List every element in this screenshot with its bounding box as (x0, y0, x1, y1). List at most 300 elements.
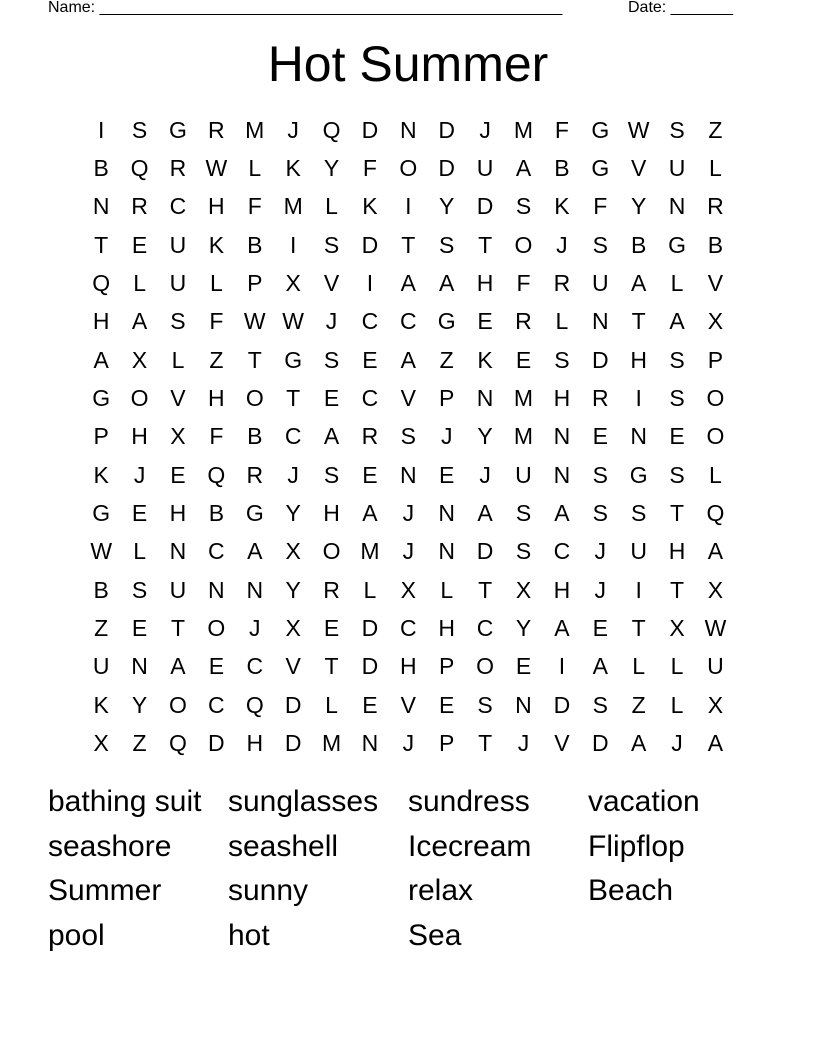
grid-cell[interactable]: L (709, 155, 722, 182)
grid-cell[interactable]: C (284, 423, 302, 450)
grid-cell[interactable]: L (555, 308, 569, 335)
grid-cell[interactable]: Q (322, 116, 341, 143)
grid-cell[interactable]: U (169, 231, 187, 258)
grid-cell[interactable]: A (323, 423, 340, 450)
grid-cell[interactable]: A (515, 155, 532, 182)
grid-cell[interactable]: D (361, 116, 379, 143)
grid-cell[interactable]: E (362, 346, 378, 373)
grid-cell[interactable]: R (591, 385, 609, 412)
grid-cell[interactable]: O (130, 385, 149, 412)
grid-cell[interactable]: N (668, 193, 686, 220)
grid-cell[interactable]: J (440, 423, 453, 450)
grid-cell[interactable]: B (93, 576, 109, 603)
grid-cell[interactable]: Z (132, 730, 147, 757)
grid-cell[interactable]: E (477, 308, 493, 335)
grid-cell[interactable]: R (553, 270, 571, 297)
grid-cell[interactable]: S (592, 461, 608, 488)
grid-cell[interactable]: B (630, 231, 647, 258)
grid-cell[interactable]: Q (92, 270, 111, 297)
grid-cell[interactable]: S (554, 346, 570, 373)
grid-cell[interactable]: W (205, 155, 228, 182)
grid-cell[interactable]: R (131, 193, 148, 220)
grid-cell[interactable]: E (515, 653, 532, 680)
grid-cell[interactable]: A (247, 538, 263, 565)
grid-cell[interactable]: A (554, 615, 570, 642)
word-list-item: vacation (588, 785, 700, 818)
letter-grid (82, 111, 735, 763)
grid-cell[interactable]: L (670, 270, 684, 297)
grid-cell[interactable]: L (325, 193, 338, 220)
grid-cell[interactable]: J (594, 576, 607, 603)
grid-cell[interactable]: K (554, 193, 570, 220)
grid-cell[interactable]: D (284, 730, 302, 757)
grid-cell[interactable]: H (630, 346, 647, 373)
grid-cell[interactable]: K (93, 691, 109, 718)
grid-cell[interactable]: Y (630, 193, 647, 220)
grid-cell[interactable]: G (591, 155, 610, 182)
grid-cell[interactable]: N (553, 461, 571, 488)
grid-cell[interactable]: X (285, 270, 301, 297)
grid-cell[interactable]: S (515, 500, 532, 527)
grid-cell[interactable]: O (322, 538, 341, 565)
grid-cell[interactable]: X (515, 576, 532, 603)
grid-cell[interactable]: O (245, 385, 264, 412)
grid-cell[interactable]: R (246, 461, 264, 488)
grid-cell[interactable]: A (400, 270, 416, 297)
grid-cell[interactable]: X (707, 691, 724, 718)
grid-cell[interactable]: B (208, 500, 225, 527)
grid-cell[interactable]: J (479, 461, 491, 488)
grid-cell[interactable]: Y (477, 423, 493, 450)
word-list-item: relax (408, 874, 474, 908)
grid-cell[interactable]: E (592, 615, 608, 642)
grid-cell[interactable]: A (707, 538, 724, 565)
grid-cell[interactable]: G (629, 461, 648, 488)
grid-cell[interactable]: L (632, 653, 646, 680)
grid-cell[interactable]: I (558, 653, 566, 680)
grid-cell[interactable]: F (362, 155, 377, 182)
grid-cell[interactable]: N (169, 538, 187, 565)
grid-cell[interactable]: O (706, 385, 725, 412)
grid-cell[interactable]: X (285, 538, 301, 565)
grid-cell[interactable]: E (439, 461, 455, 488)
grid-cell[interactable]: E (592, 423, 608, 450)
grid-cell[interactable]: S (669, 346, 685, 373)
word-list-item: sunny (228, 874, 309, 908)
grid-cell[interactable]: Y (285, 576, 301, 603)
grid-cell[interactable]: A (707, 730, 724, 757)
grid-cell[interactable]: Q (207, 461, 226, 488)
grid-cell[interactable]: G (245, 500, 264, 527)
grid-cell[interactable]: S (439, 231, 455, 258)
grid-cell[interactable]: T (631, 615, 646, 642)
grid-cell[interactable]: V (707, 270, 724, 297)
grid-cell[interactable]: T (478, 231, 493, 258)
grid-cell[interactable]: N (591, 308, 609, 335)
grid-cell[interactable]: I (366, 270, 374, 297)
grid-cell[interactable]: D (476, 193, 494, 220)
grid-cell[interactable]: K (477, 346, 493, 373)
grid-cell[interactable]: S (131, 576, 148, 603)
grid-cell[interactable]: R (361, 423, 379, 450)
grid-cell[interactable]: R (707, 193, 724, 220)
grid-cell[interactable]: S (669, 461, 685, 488)
grid-cell[interactable]: J (556, 231, 568, 258)
grid-cell[interactable]: N (400, 461, 417, 488)
grid-cell[interactable]: C (361, 308, 379, 335)
grid-cell[interactable]: R (208, 116, 225, 143)
word-list-item: Flipflop (588, 829, 685, 863)
grid-cell[interactable]: S (170, 308, 186, 335)
grid-cell[interactable]: I (635, 385, 642, 412)
word-list-item: seashell (228, 829, 339, 863)
grid-cell[interactable]: H (553, 576, 571, 603)
grid-cell[interactable]: U (92, 653, 110, 680)
grid-cell[interactable]: S (592, 500, 608, 527)
grid-cell[interactable]: T (94, 231, 109, 258)
grid-cell[interactable]: T (247, 346, 262, 373)
grid-cell[interactable]: E (362, 461, 378, 488)
grid-cell[interactable]: U (668, 155, 686, 182)
grid-cell[interactable]: Y (439, 193, 455, 220)
grid-cell[interactable]: T (670, 500, 685, 527)
grid-cell[interactable]: J (479, 116, 491, 143)
grid-cell[interactable]: Q (169, 730, 187, 757)
grid-cell[interactable]: D (591, 346, 609, 373)
grid-cell[interactable]: S (323, 231, 340, 258)
grid-cell[interactable]: Z (439, 346, 454, 373)
grid-cell[interactable]: K (285, 155, 301, 182)
grid-cell[interactable]: O (169, 691, 187, 718)
grid-cell[interactable]: S (131, 116, 148, 143)
grid-cell[interactable]: C (169, 193, 187, 220)
grid-cell[interactable]: L (363, 576, 377, 603)
grid-cell[interactable]: D (553, 691, 571, 718)
grid-cell[interactable]: V (630, 155, 647, 182)
grid-cell[interactable]: E (131, 231, 148, 258)
grid-cell[interactable]: T (478, 730, 493, 757)
grid-cell[interactable]: C (476, 615, 494, 642)
grid-cell[interactable]: W (243, 308, 266, 335)
grid-cell[interactable]: P (439, 385, 455, 412)
grid-cell[interactable]: M (321, 730, 342, 757)
grid-cell[interactable]: K (208, 231, 225, 258)
grid-cell[interactable]: L (248, 155, 262, 182)
grid-cell[interactable]: A (439, 270, 455, 297)
grid-cell[interactable]: D (284, 691, 302, 718)
grid-cell[interactable]: B (93, 155, 109, 182)
grid-cell[interactable]: H (169, 500, 187, 527)
grid-cell[interactable]: U (169, 576, 187, 603)
grid-cell[interactable]: V (554, 730, 570, 757)
grid-cell[interactable]: A (630, 730, 647, 757)
grid-cell[interactable]: V (400, 385, 416, 412)
grid-cell[interactable]: N (438, 500, 456, 527)
grid-cell[interactable]: D (361, 615, 379, 642)
grid-cell[interactable]: G (284, 346, 303, 373)
grid-cell[interactable]: B (247, 231, 263, 258)
grid-cell[interactable]: T (478, 576, 493, 603)
grid-cell[interactable]: P (707, 346, 724, 373)
grid-cell[interactable]: Y (131, 691, 148, 718)
grid-cell[interactable]: X (170, 423, 186, 450)
grid-cell[interactable]: M (513, 385, 534, 412)
grid-cell[interactable]: D (438, 155, 456, 182)
grid-cell[interactable]: H (246, 730, 264, 757)
grid-cell[interactable]: Y (285, 500, 301, 527)
grid-cell[interactable]: R (515, 308, 532, 335)
grid-cell[interactable]: H (438, 615, 456, 642)
grid-cell[interactable]: W (704, 615, 727, 642)
grid-cell[interactable]: O (207, 615, 226, 642)
grid-cell[interactable]: D (208, 730, 225, 757)
grid-cell[interactable]: N (92, 193, 110, 220)
grid-cell[interactable]: A (592, 653, 608, 680)
grid-cell[interactable]: X (669, 615, 685, 642)
grid-cell[interactable]: D (361, 231, 379, 258)
grid-cell[interactable]: N (515, 691, 532, 718)
grid-cell[interactable]: O (399, 155, 418, 182)
grid-cell[interactable]: C (246, 653, 264, 680)
grid-cell[interactable]: G (668, 231, 686, 258)
grid-cell[interactable]: S (323, 346, 340, 373)
grid-cell[interactable]: X (707, 308, 724, 335)
grid-cell[interactable]: R (169, 155, 187, 182)
grid-cell[interactable]: G (591, 116, 610, 143)
grid-cell[interactable]: P (247, 270, 263, 297)
grid-cell[interactable]: H (208, 385, 225, 412)
word-list-item: hot (228, 919, 270, 953)
grid-cell[interactable]: D (591, 730, 609, 757)
grid-cell[interactable]: U (630, 538, 647, 565)
grid-cell[interactable]: F (554, 116, 569, 143)
grid-cell[interactable]: N (131, 653, 148, 680)
grid-cell[interactable]: E (362, 691, 378, 718)
grid-cell[interactable]: F (593, 193, 608, 220)
grid-cell[interactable]: Z (708, 116, 723, 143)
grid-cell[interactable]: N (361, 730, 379, 757)
grid-cell[interactable]: B (707, 231, 724, 258)
grid-cell[interactable]: L (209, 270, 223, 297)
grid-cell[interactable]: G (92, 500, 111, 527)
grid-cell[interactable]: J (517, 730, 530, 757)
grid-cell[interactable]: U (169, 270, 187, 297)
grid-cell[interactable]: K (362, 193, 378, 220)
grid-cell[interactable]: S (400, 423, 416, 450)
grid-cell[interactable]: B (554, 155, 570, 182)
grid-cell[interactable]: G (437, 308, 456, 335)
grid-cell[interactable]: H (131, 423, 148, 450)
grid-cell[interactable]: E (669, 423, 685, 450)
grid-cell[interactable]: M (513, 116, 534, 143)
grid-cell[interactable]: A (131, 308, 148, 335)
grid-cell[interactable]: M (360, 538, 380, 565)
grid-cell[interactable]: H (92, 308, 110, 335)
grid-cell[interactable]: V (285, 653, 301, 680)
grid-cell[interactable]: I (98, 116, 105, 143)
grid-cell[interactable]: S (630, 500, 647, 527)
grid-cell[interactable]: L (709, 461, 722, 488)
grid-cell[interactable]: F (516, 270, 531, 297)
grid-cell[interactable]: O (514, 231, 533, 258)
grid-cell[interactable]: A (669, 308, 685, 335)
grid-cell[interactable]: U (707, 653, 724, 680)
grid-cell[interactable]: N (630, 423, 647, 450)
grid-cell[interactable]: T (286, 385, 301, 412)
grid-cell[interactable]: A (93, 346, 109, 373)
grid-cell[interactable]: E (323, 615, 340, 642)
grid-cell[interactable]: J (249, 615, 261, 642)
grid-cell[interactable]: A (554, 500, 570, 527)
grid-cell[interactable]: T (324, 653, 339, 680)
grid-cell[interactable]: E (170, 461, 186, 488)
grid-cell[interactable]: V (170, 385, 186, 412)
grid-cell[interactable]: B (247, 423, 263, 450)
grid-cell[interactable]: C (208, 538, 225, 565)
grid-cell[interactable]: C (400, 308, 417, 335)
grid-cell[interactable]: E (323, 385, 340, 412)
grid-cell[interactable]: U (476, 155, 494, 182)
grid-cell[interactable]: X (93, 730, 109, 757)
grid-cell[interactable]: J (133, 461, 146, 488)
grid-cell[interactable]: Z (209, 346, 224, 373)
grid-cell[interactable]: C (361, 385, 379, 412)
grid-cell[interactable]: I (405, 193, 412, 220)
grid-cell[interactable]: A (400, 346, 416, 373)
grid-cell[interactable]: F (209, 423, 224, 450)
grid-cell[interactable]: J (402, 538, 415, 565)
grid-cell[interactable]: T (401, 231, 416, 258)
grid-cell[interactable]: U (591, 270, 609, 297)
date-field-label: Date: _______ (628, 0, 733, 16)
grid-cell[interactable]: O (706, 423, 725, 450)
grid-cell[interactable]: A (477, 500, 493, 527)
grid-cell[interactable]: S (592, 691, 608, 718)
grid-cell[interactable]: V (400, 691, 416, 718)
grid-cell[interactable]: Y (323, 155, 340, 182)
grid-cell[interactable]: D (476, 538, 494, 565)
word-list (48, 780, 768, 959)
grid-cell[interactable]: S (477, 691, 493, 718)
grid-cell[interactable]: Q (245, 691, 264, 718)
grid-cell[interactable]: Y (515, 615, 532, 642)
grid-cell[interactable]: J (287, 116, 299, 143)
grid-cell[interactable]: C (553, 538, 571, 565)
grid-cell[interactable]: P (93, 423, 109, 450)
grid-cell[interactable]: W (282, 308, 304, 335)
grid-cell[interactable]: L (670, 653, 684, 680)
grid-cell[interactable]: T (631, 308, 646, 335)
grid-cell[interactable]: S (669, 116, 685, 143)
grid-cell[interactable]: U (515, 461, 532, 488)
grid-cell[interactable]: L (440, 576, 454, 603)
grid-cell[interactable]: S (592, 231, 608, 258)
grid-cell[interactable]: A (630, 270, 647, 297)
grid-cell[interactable]: J (287, 461, 299, 488)
grid-cell[interactable]: H (208, 193, 225, 220)
grid-cell[interactable]: G (169, 116, 187, 143)
grid-cell[interactable]: F (247, 193, 262, 220)
grid-cell[interactable]: L (133, 538, 146, 565)
grid-cell[interactable]: H (400, 653, 417, 680)
grid-cell[interactable]: Q (706, 500, 725, 527)
grid-cell[interactable]: M (245, 116, 265, 143)
grid-cell[interactable]: S (669, 385, 685, 412)
grid-cell[interactable]: H (476, 270, 494, 297)
grid-cell[interactable]: M (283, 193, 303, 220)
grid-cell[interactable]: D (361, 653, 379, 680)
grid-cell[interactable]: L (133, 270, 146, 297)
grid-cell[interactable]: D (438, 116, 456, 143)
grid-cell[interactable]: H (668, 538, 686, 565)
grid-cell[interactable]: R (323, 576, 340, 603)
grid-cell[interactable]: L (171, 346, 185, 373)
word-list-item: Summer (48, 874, 162, 908)
grid-cell[interactable]: G (92, 385, 111, 412)
grid-cell[interactable]: N (400, 116, 417, 143)
grid-cell[interactable]: H (323, 500, 340, 527)
grid-cell[interactable]: T (670, 576, 685, 603)
grid-cell[interactable]: S (323, 461, 340, 488)
grid-cell[interactable]: X (400, 576, 416, 603)
grid-cell[interactable]: J (402, 730, 415, 757)
grid-cell[interactable]: S (515, 538, 532, 565)
grid-cell[interactable]: H (553, 385, 571, 412)
grid-cell[interactable]: T (170, 615, 185, 642)
grid-cell[interactable]: X (707, 576, 724, 603)
grid-cell[interactable]: L (325, 691, 338, 718)
grid-cell[interactable]: L (670, 691, 684, 718)
grid-cell[interactable]: C (208, 691, 225, 718)
grid-cell[interactable]: V (323, 270, 340, 297)
grid-cell[interactable]: A (362, 500, 378, 527)
grid-cell[interactable]: W (627, 116, 650, 143)
grid-cell[interactable]: P (439, 653, 455, 680)
grid-cell[interactable]: P (439, 730, 455, 757)
grid-cell[interactable]: X (285, 615, 301, 642)
grid-cell[interactable]: F (209, 308, 224, 335)
grid-cell[interactable]: M (513, 423, 534, 450)
grid-cell[interactable]: E (131, 500, 148, 527)
grid-cell[interactable]: E (208, 653, 225, 680)
grid-cell[interactable]: W (90, 538, 113, 565)
grid-cell[interactable]: S (515, 193, 532, 220)
grid-cell[interactable]: K (93, 461, 109, 488)
grid-cell[interactable]: O (476, 653, 495, 680)
grid-cell[interactable]: E (131, 615, 148, 642)
grid-cell[interactable]: I (289, 231, 297, 258)
grid-cell[interactable]: Z (631, 691, 646, 718)
grid-cell[interactable]: N (246, 576, 264, 603)
grid-cell[interactable]: J (594, 538, 607, 565)
grid-cell[interactable]: C (400, 615, 417, 642)
grid-cell[interactable]: J (671, 730, 683, 757)
grid-cell[interactable]: A (170, 653, 186, 680)
grid-cell[interactable]: J (402, 500, 415, 527)
grid-cell[interactable]: N (208, 576, 225, 603)
grid-cell[interactable]: E (439, 691, 455, 718)
word-list-item: bathing suit (48, 785, 202, 818)
grid-cell[interactable]: N (553, 423, 571, 450)
grid-cell[interactable]: Z (94, 615, 109, 642)
grid-cell[interactable]: X (131, 346, 148, 373)
grid-cell[interactable]: J (325, 308, 338, 335)
grid-cell[interactable]: Q (130, 155, 149, 182)
grid-cell[interactable]: E (515, 346, 532, 373)
grid-cell[interactable]: N (438, 538, 456, 565)
grid-cell[interactable]: N (476, 385, 494, 412)
grid-cell[interactable]: I (635, 576, 642, 603)
